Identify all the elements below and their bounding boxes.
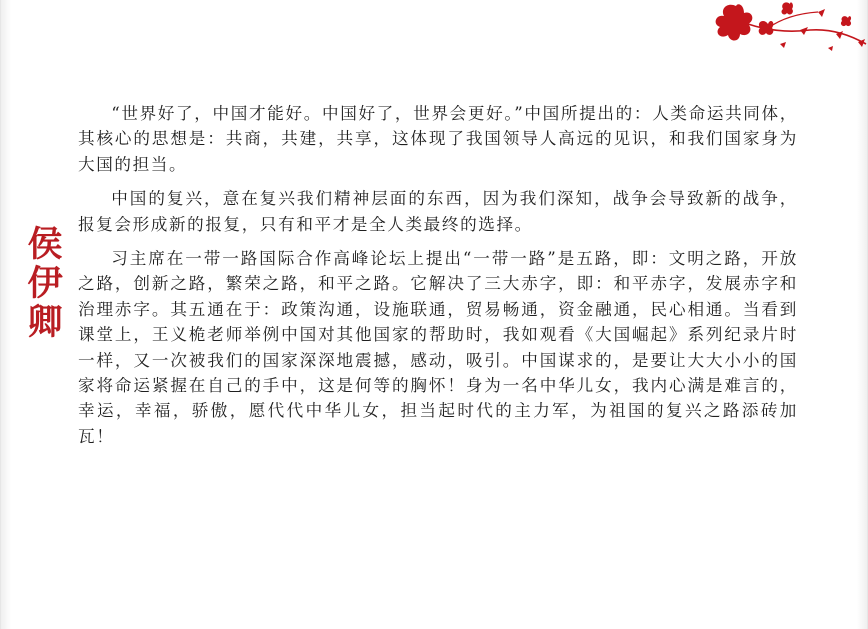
author-name: 侯伊卿 (22, 225, 63, 342)
right-edge-shadow (857, 0, 867, 629)
essay-body (78, 101, 798, 458)
essay-paragraph-1: “世界好了，中国才能好。中国好了，世界会更好。”中国所提出的：人类命运共同体，其核心的思想是：共商，共建，共享，这体现了我国领导人高远的见识，和我们国家身为大国的担当。 (78, 104, 798, 174)
left-edge-shadow (1, 0, 11, 629)
essay-paragraph-3: 习主席在一带一路国际合作高峰论坛上提出“一带一路”是五路，即：文明之路，开放之路，创新之路，繁荣之路，和平之路。它解决了三大赤字，即：和平赤字，发展赤字和治理赤字。其五通在于：政策沟通，设施联通，贸易畅通，资金融通，民心相通。当看到课堂上，王义桅老师举例中国对其他国家的帮助时，我如观看《大国崛起》系列纪录片时一样，又一次被我们的国家深深地震撼，感动，吸引。中国谋求的，是要让大大小小的国家将命运紧握在自己的手中，这是何等的胸怀！身为一名中华儿女，我内心满是难言的，幸运，幸福，骄傲，愿代代中华儿女，担当起时代的主力军，为祖国的复兴之路添砖加瓦！ (78, 249, 798, 446)
essay-paragraph-2: 中国的复兴，意在复兴我们精神层面的东西，因为我们深知，战争会导致新的战争，报复会形成新的报复，只有和平才是全人类最终的选择。 (78, 189, 798, 234)
plum-blossom-branch-icon (698, 0, 868, 60)
